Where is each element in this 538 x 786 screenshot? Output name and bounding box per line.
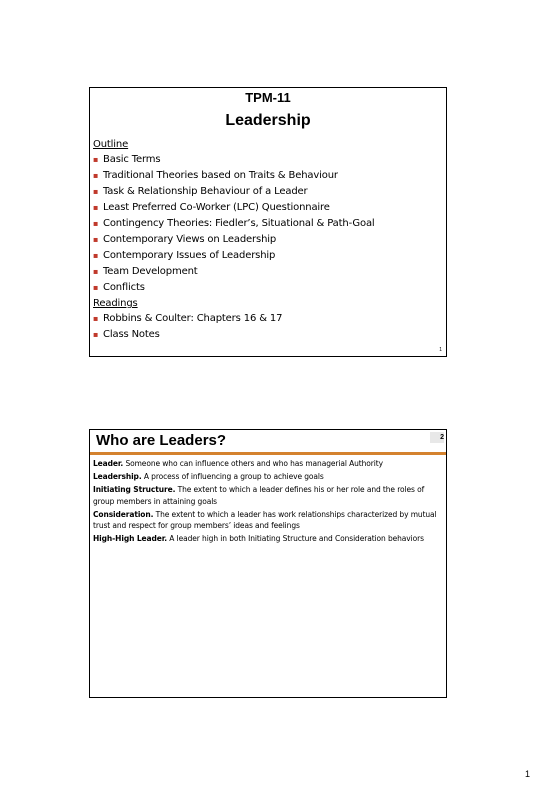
slide-header <box>90 430 446 455</box>
list-item: ▪ Contemporary Views on Leadership <box>93 232 446 248</box>
slide-2 <box>89 429 447 698</box>
page-number: 1 <box>524 769 530 779</box>
list-item: ▪ Traditional Theories based on Traits & Behaviour <box>93 168 446 184</box>
bullet-icon: ▪ <box>93 155 99 164</box>
bullet-icon: ▪ <box>93 203 99 212</box>
bullet-icon: ▪ <box>93 219 99 228</box>
slide-body <box>93 137 446 343</box>
slide-title: Leadership <box>225 112 311 129</box>
list-item: ▪ Contemporary Issues of Leadership <box>93 248 446 264</box>
list-item: ▪ Least Preferred Co-Worker (LPC) Questionnaire <box>93 200 446 216</box>
list-item: ▪ Task & Relationship Behaviour of a Leader <box>93 184 446 200</box>
slide-number: 1 <box>439 347 442 353</box>
bullet-icon: ▪ <box>93 314 99 323</box>
bullet-icon: ▪ <box>93 171 99 180</box>
bullet-icon: ▪ <box>93 187 99 196</box>
readings-list <box>93 311 446 343</box>
readings-heading: Readings <box>93 298 138 309</box>
list-item: ▪ Class Notes <box>93 327 446 343</box>
definition-consideration: Consideration. The extent to which a leader has work relationships characterized by mutual trust and respect for group members’ ideas and feelings <box>93 509 437 530</box>
course-code: TPM-11 <box>245 90 291 105</box>
slide-1 <box>89 87 447 357</box>
list-item: ▪ Contingency Theories: Fiedler’s, Situational & Path-Goal <box>93 216 446 232</box>
list-item: ▪ Conflicts <box>93 280 446 296</box>
list-item: ▪ Team Development <box>93 264 446 280</box>
bullet-icon: ▪ <box>93 283 99 292</box>
bullet-icon: ▪ <box>93 267 99 276</box>
definition-leadership: Leadership. A process of influencing a group to achieve goals <box>93 472 324 481</box>
slide-title: Who are Leaders? <box>96 432 227 449</box>
outline-list <box>93 152 446 296</box>
list-item: ▪ Basic Terms <box>93 152 446 168</box>
bullet-icon: ▪ <box>93 251 99 260</box>
definition-leader: Leader. Someone who can influence others and who has managerial Authority <box>93 459 383 468</box>
outline-heading: Outline <box>93 139 129 150</box>
slide-number: 2 <box>430 432 444 443</box>
bullet-icon: ▪ <box>93 330 99 339</box>
definitions <box>90 455 446 545</box>
bullet-icon: ▪ <box>93 235 99 244</box>
definition-initiating-structure: Initiating Structure. The extent to which a leader defines his or her role and the roles of group members in attaining goals <box>93 485 425 506</box>
definition-high-high-leader: High-High Leader. A leader high in both Initiating Structure and Consideration behaviors <box>93 534 424 543</box>
list-item: ▪ Robbins & Coulter: Chapters 16 & 17 <box>93 311 446 327</box>
